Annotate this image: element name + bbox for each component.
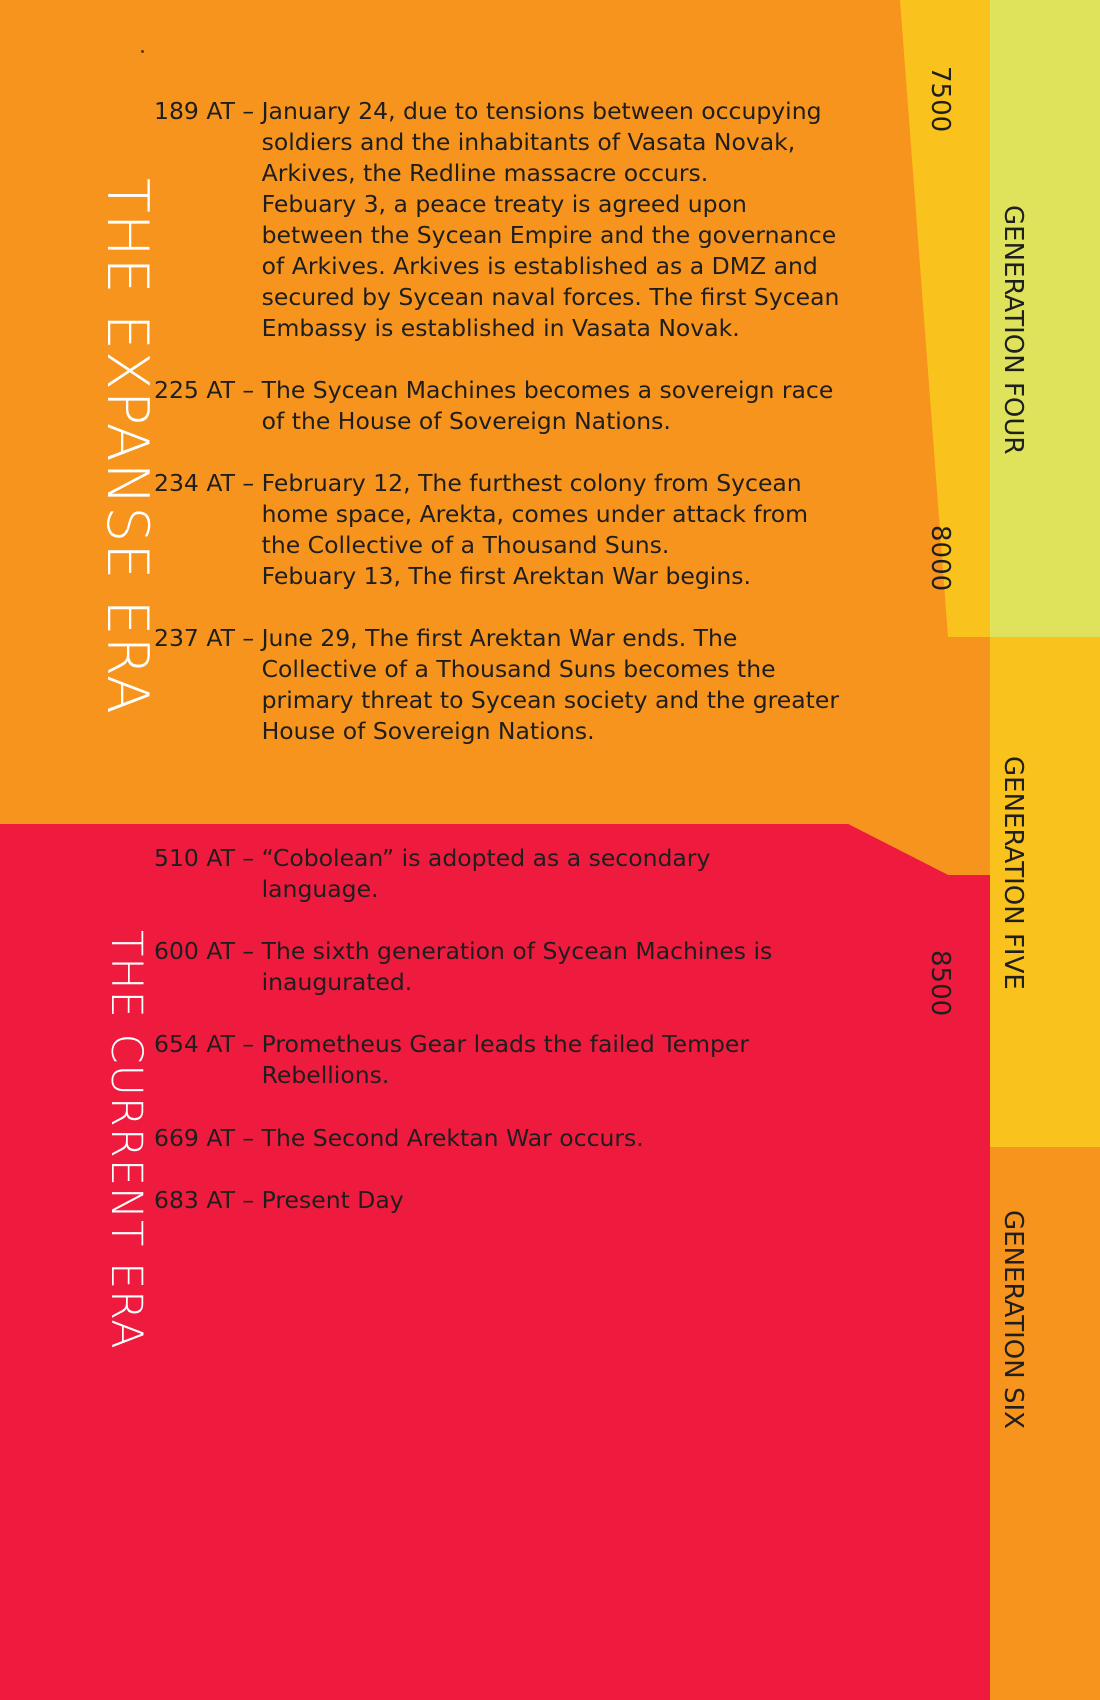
current-era-title: THE CURRENT ERA [101, 930, 151, 1350]
timeline-event-683 [154, 1185, 854, 1216]
event-paragraph: February 12, The furthest colony from Sycean home space, Arekta, comes under attack from the Collective of a Thousand Suns. [261, 469, 809, 559]
event-year: 654 AT – [154, 1030, 262, 1058]
event-paragraph: Prometheus Gear leads the failed Temper Rebellions. [261, 1030, 750, 1089]
event-paragraph: January 24, due to tensions between occupying soldiers and the inhabitants of Vasata Novak, Arkives, the Redline massacre occurs. [261, 97, 822, 187]
event-paragraph: June 29, The first Arektan War ends. The Collective of a Thousand Suns becomes the primary threat to Sycean society and the greater House of Sovereign Nations. [261, 624, 839, 745]
timeline-event-654 [154, 1029, 854, 1091]
timeline-event-237 [154, 623, 854, 747]
event-paragraph: The sixth generation of Sycean Machines is inaugurated. [261, 937, 773, 996]
event-year: 683 AT – [154, 1186, 262, 1214]
event-year: 237 AT – [154, 624, 262, 652]
generation-six-label: GENERATION SIX [998, 1210, 1028, 1429]
scale-marker-7500: 7500 [925, 66, 955, 133]
event-paragraph: Febuary 3, a peace treaty is agreed upon between the Sycean Empire and the governance of Arkives. Arkives is established as a DMZ and secured by Sycean naval forces. The first Sycean Embassy is established in Vasata Novak. [261, 190, 840, 342]
timeline-event-600 [154, 936, 854, 998]
timeline-event-225 [154, 375, 854, 437]
timeline-event-234 [154, 468, 854, 592]
timeline-event-189 [154, 96, 854, 344]
event-description [262, 96, 854, 344]
event-year: 225 AT – [154, 376, 262, 404]
event-year: 600 AT – [154, 937, 262, 965]
event-year: 234 AT – [154, 469, 262, 497]
event-paragraph: Febuary 13, The first Arektan War begins. [261, 562, 751, 590]
event-paragraph: “Cobolean” is adopted as a secondary language. [261, 844, 711, 903]
timeline-event-669 [154, 1123, 854, 1154]
expanse-era-timeline [154, 96, 854, 778]
event-description [262, 375, 854, 437]
generation-five-label: GENERATION FIVE [998, 756, 1028, 990]
stray-dot [141, 50, 144, 53]
event-year: 189 AT – [154, 97, 262, 125]
event-paragraph: The Second Arektan War occurs. [261, 1124, 644, 1152]
event-description [262, 936, 854, 998]
event-description [262, 1185, 854, 1216]
expanse-era-title: THE EXPANSE ERA [94, 178, 160, 715]
event-year: 669 AT – [154, 1124, 262, 1152]
event-year: 510 AT – [154, 844, 262, 872]
scale-marker-8000: 8000 [925, 525, 955, 592]
event-description [262, 1029, 854, 1091]
event-description [262, 623, 854, 747]
event-paragraph: The Sycean Machines becomes a sovereign race of the House of Sovereign Nations. [261, 376, 834, 435]
event-description [262, 843, 854, 905]
generation-four-label: GENERATION FOUR [998, 205, 1028, 455]
event-description [262, 468, 854, 592]
event-paragraph: Present Day [261, 1186, 404, 1214]
timeline-event-510 [154, 843, 854, 905]
scale-marker-8500: 8500 [925, 950, 955, 1017]
event-description [262, 1123, 854, 1154]
